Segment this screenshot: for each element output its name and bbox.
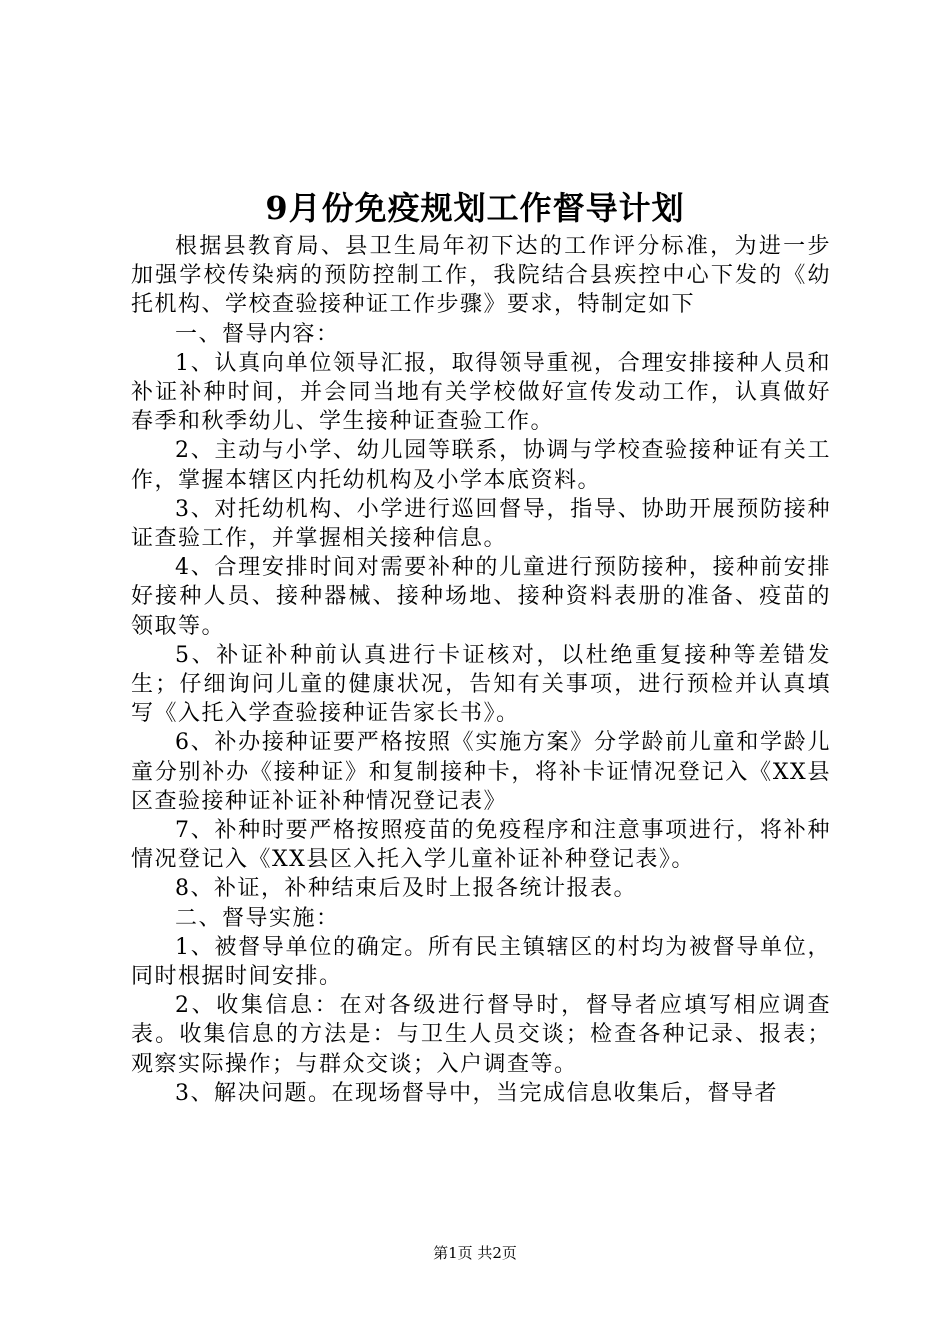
paragraph-item-7: 7、补种时要严格按照疫苗的免疫程序和注意事项进行，将补种情况登记入《XX县区入托入学儿童补证补种登记表》。 <box>131 818 831 873</box>
paragraph-impl-1: 1、被督导单位的确定。所有民主镇辖区的村均为被督导单位，同时根据时间安排。 <box>131 934 831 990</box>
paragraph-item-2: 2、主动与小学、幼儿园等联系，协调与学校查验接种证有关工作，掌握本辖区内托幼机构及小学本底资料。 <box>131 438 831 493</box>
section-heading-content: 一、督导内容： <box>175 321 340 347</box>
paragraph-item-8: 8、补证，补种结束后及时上报各统计报表。 <box>175 876 637 902</box>
paragraph-item-4: 4、合理安排时间对需要补种的儿童进行预防接种，接种前安排好接种人员、接种器械、接种场地、接种资料表册的准备、疫苗的领取等。 <box>131 555 831 639</box>
document-body <box>131 232 831 1108</box>
paragraph-item-5: 5、补证补种前认真进行卡证核对，以杜绝重复接种等差错发生；仔细询问儿童的健康状况，告知有关事项，进行预检并认真填写《入托入学查验接种证告家长书》。 <box>131 642 831 727</box>
paragraph-item-1: 1、认真向单位领导汇报，取得领导重视，合理安排接种人员和补证补种时间，并会同当地有关学校做好宣传发动工作，认真做好春季和秋季幼儿、学生接种证查验工作。 <box>131 350 831 435</box>
paragraph-impl-3: 3、解决问题。在现场督导中，当完成信息收集后，督导者 <box>175 1080 778 1106</box>
section-heading-implementation: 二、督导实施： <box>175 905 340 931</box>
paragraph-intro: 根据县教育局、县卫生局年初下达的工作评分标准，为进一步加强学校传染病的预防控制工作，我院结合县疾控中心下发的《幼托机构、学校查验接种证工作步骤》要求，特制定如下 <box>131 234 831 318</box>
paragraph-item-6: 6、补办接种证要严格按照《实施方案》分学龄前儿童和学龄儿童分别补办《接种证》和复制接种卡，将补卡证情况登记入《XX县区查验接种证补证补种情况登记表》 <box>131 730 831 814</box>
document-title: 9月份免疫规划工作督导计划 <box>265 189 685 227</box>
page-number-footer: 第1页 共2页 <box>433 1244 517 1262</box>
paragraph-item-3: 3、对托幼机构、小学进行巡回督导，指导、协助开展预防接种证查验工作，并掌握相关接种信息。 <box>131 496 831 552</box>
paragraph-impl-2: 2、收集信息：在对各级进行督导时，督导者应填写相应调查表。收集信息的方法是：与卫生人员交谈；检查各种记录、报表；观察实际操作；与群众交谈；入户调查等。 <box>131 993 831 1077</box>
